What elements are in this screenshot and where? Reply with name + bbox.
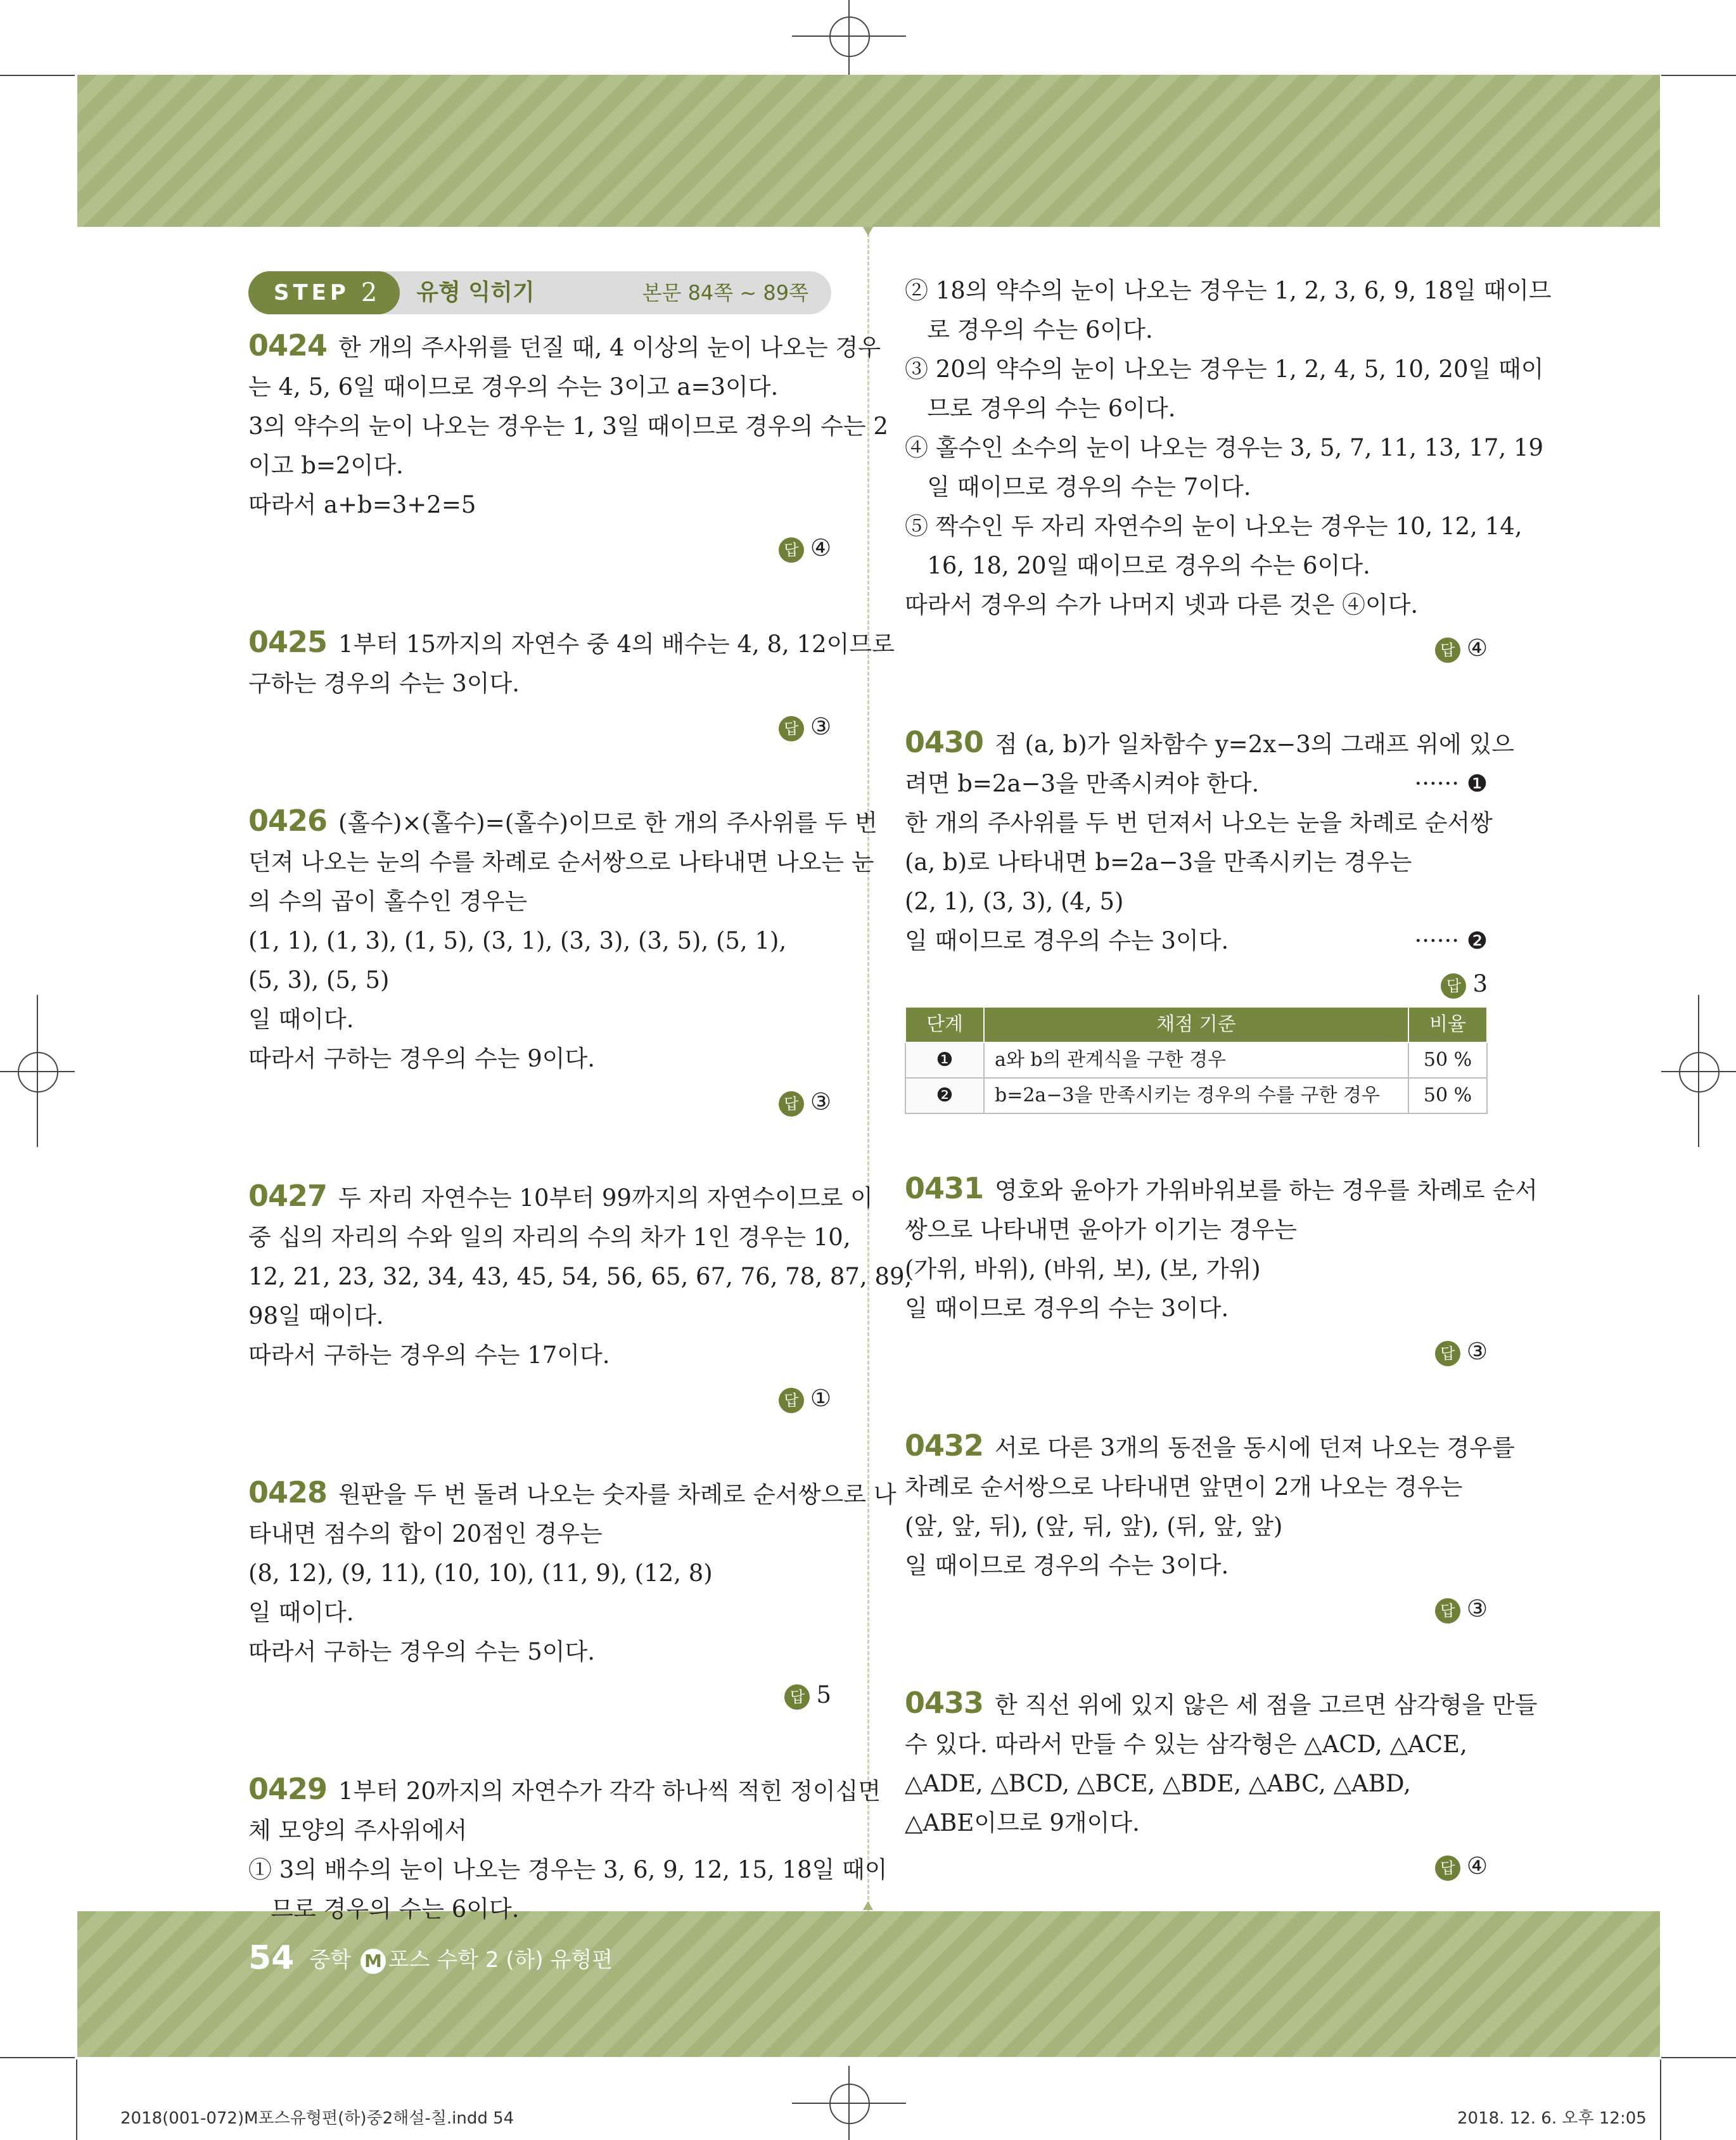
solution-line: 로 경우의 수는 6이다. — [905, 316, 1153, 343]
page-reference: 본문 84쪽 ~ 89쪽 — [642, 281, 808, 305]
answer — [248, 529, 831, 568]
table-header: 채점 기준 — [984, 1007, 1408, 1042]
solution-line: 던져 나오는 눈의 수를 차례로 순서쌍으로 나타내면 나오는 눈 — [248, 849, 874, 876]
crop-mark — [0, 75, 75, 76]
answer-badge: 답 — [1435, 1598, 1460, 1624]
solution-line: ② 18의 약수의 눈이 나오는 경우는 1, 2, 3, 6, 9, 18일 때이므 — [905, 277, 1552, 304]
solution-line: 이고 b=2이다. — [248, 452, 404, 479]
solution-line: 구하는 경우의 수는 3이다. — [248, 670, 520, 697]
solution-line: 타내면 점수의 합이 20점인 경우는 — [248, 1520, 603, 1547]
problem-0428 — [248, 1473, 897, 1715]
table-row — [905, 1078, 1487, 1113]
divider-arrow-top — [863, 227, 873, 236]
solution-line: 두 자리 자연수는 10부터 99까지의 자연수이므로 이 — [338, 1184, 873, 1212]
answer-value: ③ — [810, 713, 831, 740]
answer — [248, 1082, 831, 1122]
solution-line: 의 수의 곱이 홀수인 경우는 — [248, 888, 528, 915]
problem-0433 — [905, 1683, 1538, 1886]
solution-line: 98일 때이다. — [248, 1302, 384, 1329]
solution-line: 12, 21, 23, 32, 34, 43, 45, 54, 56, 65, 67, 76, 78, 87, 89, — [248, 1263, 912, 1290]
registration-circle — [829, 2084, 870, 2124]
solution-line: 일 때이므로 경우의 수는 3이다. — [905, 1295, 1229, 1322]
divider-arrow-bottom — [863, 1901, 873, 1910]
problem-0424 — [248, 326, 888, 568]
solution-line: (앞, 앞, 뒤), (앞, 뒤, 앞), (뒤, 앞, 앞) — [905, 1513, 1283, 1540]
solution-line: 쌍으로 나타내면 윤아가 이기는 경우는 — [905, 1216, 1297, 1243]
solution-line: 원판을 두 번 돌려 나오는 숫자를 차례로 순서쌍으로 나 — [338, 1481, 897, 1508]
step-pill — [248, 271, 400, 314]
problem-number: 0424 — [248, 328, 328, 362]
problem-0429 — [248, 1769, 888, 1929]
answer-badge: 답 — [779, 537, 804, 563]
solution-line: 차례로 순서쌍으로 나타내면 앞면이 2개 나오는 경우는 — [905, 1473, 1463, 1501]
solution-line: 므로 경우의 수는 6이다. — [248, 1895, 520, 1923]
crop-mark — [1661, 75, 1736, 76]
column-divider — [867, 233, 869, 1911]
scoring-table — [905, 1006, 1488, 1114]
table-cell: ❶ — [905, 1042, 984, 1078]
problem-0431 — [905, 1169, 1538, 1371]
solution-line: (8, 12), (9, 11), (10, 10), (11, 9), (12, 8) — [248, 1560, 713, 1587]
solution-line: (2, 1), (3, 3), (4, 5) — [905, 888, 1124, 915]
solution-line: (5, 3), (5, 5) — [248, 966, 390, 994]
registration-circle — [829, 16, 870, 57]
table-cell: 50 % — [1408, 1078, 1487, 1113]
solution-line: 따라서 구하는 경우의 수는 9이다. — [248, 1045, 595, 1072]
answer — [248, 707, 831, 746]
problem-0427 — [248, 1176, 912, 1418]
crop-mark — [0, 2057, 75, 2058]
answer — [905, 1847, 1488, 1886]
table-header: 단계 — [905, 1007, 984, 1042]
solution-line: 영호와 윤아가 가위바위보를 하는 경우를 차례로 순서 — [995, 1177, 1538, 1204]
solution-line: 려면 b=2a−3을 만족시켜야 한다. — [905, 770, 1260, 797]
problem-0426 — [248, 801, 878, 1122]
book-title — [309, 1942, 613, 1974]
solution-line: 서로 다른 3개의 동전을 동시에 던져 나오는 경우를 — [995, 1434, 1515, 1461]
table-cell: ❷ — [905, 1078, 984, 1113]
step-marker: ······ ❷ — [1414, 927, 1488, 954]
solution-line: 일 때이다. — [248, 1599, 354, 1626]
problem-number: 0429 — [248, 1772, 328, 1806]
problem-number: 0428 — [248, 1475, 328, 1509]
answer — [905, 629, 1488, 668]
answer-value: 5 — [816, 1681, 831, 1708]
answer-value: ① — [810, 1385, 831, 1412]
solution-line: (1, 1), (1, 3), (1, 5), (3, 1), (3, 3), (3, 5), (5, 1), — [248, 927, 787, 954]
answer-value: ④ — [1466, 634, 1488, 662]
solution-line: 1부터 15까지의 자연수 중 4의 배수는 4, 8, 12이므로 — [338, 631, 895, 658]
answer-value: ④ — [1466, 1852, 1488, 1880]
answer-value: ③ — [810, 1088, 831, 1115]
solution-line: ⑤ 짝수인 두 자리 자연수의 눈이 나오는 경우는 10, 12, 14, — [905, 513, 1522, 540]
solution-line: 점 (a, b)가 일차함수 y=2x−3의 그래프 위에 있으 — [995, 731, 1514, 758]
answer-badge: 답 — [1441, 973, 1466, 999]
answer-badge: 답 — [779, 1388, 804, 1413]
solution-line: 따라서 a+b=3+2=5 — [248, 491, 476, 518]
step-marker: ······ ❶ — [1414, 770, 1488, 797]
solution-line: 는 4, 5, 6일 때이므로 경우의 수는 3이고 a=3이다. — [248, 373, 779, 400]
answer-value: ③ — [1466, 1595, 1488, 1622]
problem-number: 0433 — [905, 1686, 984, 1720]
page-footer — [248, 1939, 613, 1977]
crop-mark — [76, 2060, 77, 2140]
solution-line: (가위, 바위), (바위, 보), (보, 가위) — [905, 1255, 1261, 1283]
solution-line: 한 개의 주사위를 두 번 던져서 나오는 눈을 차례로 순서쌍 — [905, 809, 1493, 836]
left-column — [248, 271, 912, 1929]
problem-0429-continued — [905, 271, 1552, 668]
step-header — [248, 271, 831, 314]
problem-number: 0431 — [905, 1171, 984, 1205]
crop-mark — [1660, 2060, 1661, 2140]
solution-line: 수 있다. 따라서 만들 수 있는 삼각형은 △ACD, △ACE, — [905, 1731, 1467, 1758]
answer-value: ③ — [1466, 1338, 1488, 1365]
solution-line: 체 모양의 주사위에서 — [248, 1817, 468, 1844]
book-title-prefix: 중학 — [309, 1947, 352, 1973]
answer — [905, 964, 1488, 1004]
m-logo-icon: M — [361, 1949, 386, 1974]
registration-circle — [1679, 1052, 1720, 1092]
table-row — [905, 1042, 1487, 1078]
problem-number: 0425 — [248, 625, 328, 659]
problem-number: 0427 — [248, 1179, 328, 1213]
answer-value: ④ — [810, 534, 831, 561]
solution-line: 따라서 경우의 수가 나머지 넷과 다른 것은 ④이다. — [905, 591, 1419, 618]
solution-line: 16, 18, 20일 때이므로 경우의 수는 6이다. — [905, 552, 1370, 579]
solution-line: 므로 경우의 수는 6이다. — [905, 395, 1176, 422]
problem-number: 0430 — [905, 725, 984, 759]
registration-circle — [18, 1052, 58, 1092]
step-label: STEP — [274, 280, 350, 305]
answer — [248, 1379, 831, 1418]
table-cell: a와 b의 관계식을 구한 경우 — [984, 1042, 1408, 1078]
print-slug-date: 2018. 12. 6. 오후 12:05 — [1457, 2109, 1647, 2128]
solution-line: ③ 20의 약수의 눈이 나오는 경우는 1, 2, 4, 5, 10, 20일 때이 — [905, 356, 1544, 383]
step-number: 2 — [361, 278, 378, 307]
solution-line: 3의 약수의 눈이 나오는 경우는 1, 3일 때이므로 경우의 수는 2 — [248, 413, 888, 440]
answer — [248, 1675, 831, 1715]
solution-line: ① 3의 배수의 눈이 나오는 경우는 3, 6, 9, 12, 15, 18일 때이 — [248, 1856, 888, 1883]
solution-line: (홀수)×(홀수)=(홀수)이므로 한 개의 주사위를 두 번 — [338, 809, 878, 836]
solution-line: ④ 홀수인 소수의 눈이 나오는 경우는 3, 5, 7, 11, 13, 17, 19 — [905, 434, 1544, 461]
problem-0425 — [248, 622, 895, 746]
answer — [905, 1589, 1488, 1629]
solution-line: 중 십의 자리의 수와 일의 자리의 수의 차가 1인 경우는 10, — [248, 1224, 851, 1251]
solution-line: 1부터 20까지의 자연수가 각각 하나씩 적힌 정이십면 — [338, 1778, 881, 1805]
solution-line: 일 때이므로 경우의 수는 3이다. — [905, 1552, 1229, 1579]
solution-line: 일 때이므로 경우의 수는 3이다. — [905, 927, 1229, 954]
solution-line: △ADE, △BCD, △BCE, △BDE, △ABC, △ABD, — [905, 1770, 1411, 1797]
page-number: 54 — [248, 1939, 295, 1977]
problem-number: 0432 — [905, 1428, 984, 1463]
table-header: 비율 — [1408, 1007, 1487, 1042]
solution-line: 한 개의 주사위를 던질 때, 4 이상의 눈이 나오는 경우 — [338, 334, 881, 361]
answer — [905, 1332, 1488, 1371]
solution-line: 일 때이므로 경우의 수는 7이다. — [905, 473, 1251, 501]
answer-badge: 답 — [1435, 1341, 1460, 1366]
book-title-suffix: 포스 수학 2 (하) 유형편 — [388, 1947, 613, 1973]
solution-line: 한 직선 위에 있지 않은 세 점을 고르면 삼각형을 만들 — [995, 1691, 1538, 1719]
answer-value: 3 — [1472, 970, 1488, 997]
answer-badge: 답 — [779, 716, 804, 741]
print-slug-filename: 2018(001-072)M포스유형편(하)중2해설-칠.indd 54 — [120, 2109, 514, 2128]
table-cell: b=2a−3을 만족시키는 경우의 수를 구한 경우 — [984, 1078, 1408, 1113]
top-decorative-band — [77, 75, 1660, 227]
solution-line: (a, b)로 나타내면 b=2a−3을 만족시키는 경우는 — [905, 849, 1412, 876]
answer-badge: 답 — [1435, 1855, 1460, 1881]
answer-badge: 답 — [779, 1091, 804, 1117]
solution-line: 따라서 구하는 경우의 수는 5이다. — [248, 1638, 595, 1665]
table-cell: 50 % — [1408, 1042, 1487, 1078]
answer-badge: 답 — [1435, 638, 1460, 663]
problem-0430 — [905, 722, 1514, 1114]
problem-number: 0426 — [248, 804, 328, 838]
solution-line: △ABE이므로 9개이다. — [905, 1809, 1140, 1836]
crop-mark — [1661, 2057, 1736, 2058]
solution-line: 일 때이다. — [248, 1006, 354, 1033]
section-title: 유형 익히기 — [416, 279, 535, 305]
answer-badge: 답 — [784, 1684, 810, 1710]
bottom-decorative-band — [77, 1911, 1660, 2057]
right-column — [905, 271, 1552, 1886]
solution-line: 따라서 구하는 경우의 수는 17이다. — [248, 1342, 610, 1369]
problem-0432 — [905, 1426, 1515, 1629]
